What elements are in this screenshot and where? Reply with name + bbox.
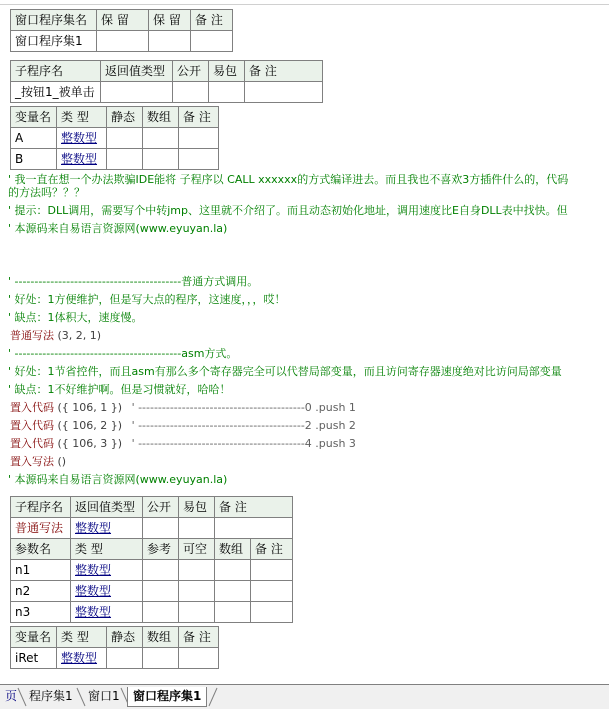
call-command: 置入写法 — [10, 455, 54, 468]
local-variable-table-2 — [10, 626, 219, 669]
remark-cell[interactable] — [251, 581, 293, 602]
header-return-type: 返回值类型 — [101, 61, 173, 82]
insert-comment: ' ------------------------------------------4 .push 3 — [131, 437, 356, 450]
var-name-cell[interactable]: A — [11, 128, 57, 149]
header-reserved-1: 保 留 — [97, 10, 149, 31]
editor-top-border — [0, 4, 609, 5]
easy-pack-cell[interactable] — [179, 518, 215, 539]
sub-name-cell[interactable]: 普通写法 — [11, 518, 71, 539]
header-remark: 备 注 — [191, 10, 233, 31]
code-comment-line[interactable]: ' 我一直在想一个办法欺骗IDE能将 子程序以 CALL xxxxxx的方式编译进去。而且我也不喜欢3方插件什么的，代码 — [8, 173, 569, 186]
tab-window-1[interactable]: 窗口1 — [88, 689, 120, 703]
code-insert-line[interactable] — [10, 436, 356, 452]
call-command: 普通写法 — [10, 329, 54, 342]
header-nullable: 可空 — [179, 539, 215, 560]
var-type-link[interactable]: 整数型 — [57, 149, 107, 170]
var-type-link[interactable]: 整数型 — [57, 648, 107, 669]
header-var-name: 变量名 — [11, 627, 57, 648]
array-cell[interactable] — [143, 149, 179, 170]
subroutine-table-1 — [10, 60, 323, 103]
header-public: 公开 — [173, 61, 209, 82]
tab-separator-icon — [208, 687, 218, 707]
table-row — [11, 602, 293, 623]
tab-window-assembly-1[interactable]: 窗口程序集1 — [127, 687, 207, 707]
param-type-link[interactable]: 整数型 — [71, 602, 143, 623]
parameter-table — [10, 538, 293, 623]
return-type-link[interactable]: 整数型 — [71, 518, 143, 539]
tab-page[interactable]: 页 — [5, 689, 18, 703]
insert-comment: ' ------------------------------------------0 .push 1 — [131, 401, 356, 414]
code-comment-line[interactable]: ' 本源码来自易语言资源网(www.eyuyan.la) — [8, 222, 228, 235]
header-sub-name: 子程序名 — [11, 61, 101, 82]
header-type: 类 型 — [57, 627, 107, 648]
param-name-cell[interactable]: n3 — [11, 602, 71, 623]
array-cell[interactable] — [143, 128, 179, 149]
code-comment-line[interactable]: ' 好处：1节省控件，而且asm有那么多个寄存器完全可以代替局部变量，而且访问寄存器速度绝对比访问局部变量 — [8, 365, 562, 378]
insert-command: 置入代码 — [10, 437, 54, 450]
public-cell[interactable] — [173, 82, 209, 103]
nullable-cell[interactable] — [179, 581, 215, 602]
table-row — [11, 128, 219, 149]
tab-assembly-1[interactable]: 程序集1 — [29, 689, 73, 703]
assembly-name-cell[interactable]: 窗口程序集1 — [11, 31, 97, 52]
remark-cell[interactable] — [245, 82, 323, 103]
header-reserved-2: 保 留 — [149, 10, 191, 31]
remark-cell[interactable] — [251, 560, 293, 581]
code-comment-line[interactable]: ' ------------------------------------------asm方式。 — [8, 347, 238, 360]
remark-cell[interactable] — [179, 128, 219, 149]
table-row — [11, 581, 293, 602]
var-name-cell[interactable]: iRet — [11, 648, 57, 669]
code-insert-line[interactable] — [10, 418, 356, 434]
easy-pack-cell[interactable] — [209, 82, 245, 103]
header-type: 类 型 — [71, 539, 143, 560]
header-remark: 备 注 — [215, 497, 293, 518]
nullable-cell[interactable] — [179, 602, 215, 623]
call-args: (3, 2, 1) — [57, 329, 102, 342]
code-call-line[interactable] — [10, 454, 66, 470]
array-cell[interactable] — [215, 581, 251, 602]
local-variable-table-1 — [10, 106, 219, 170]
reserved-cell-2[interactable] — [149, 31, 191, 52]
header-static: 静态 — [107, 627, 143, 648]
return-type-cell[interactable] — [101, 82, 173, 103]
insert-args: ({ 106, 1 }) — [57, 401, 123, 414]
static-cell[interactable] — [107, 648, 143, 669]
header-type: 类 型 — [57, 107, 107, 128]
static-cell[interactable] — [107, 149, 143, 170]
code-comment-line[interactable]: ' 好处：1方便维护，但是写大点的程序，这速度，，，哎！ — [8, 293, 286, 306]
reference-cell[interactable] — [143, 602, 179, 623]
code-comment-line[interactable]: ' 缺点：1不好维护啊。但是习惯就好，哈哈！ — [8, 383, 231, 396]
remark-cell[interactable] — [179, 648, 219, 669]
header-return-type: 返回值类型 — [71, 497, 143, 518]
header-reference: 参考 — [143, 539, 179, 560]
code-comment-line[interactable]: 的方法吗？？？ — [8, 186, 85, 199]
sub-name-cell[interactable]: _按钮1_被单击 — [11, 82, 101, 103]
header-easy-pack: 易包 — [209, 61, 245, 82]
param-name-cell[interactable]: n1 — [11, 560, 71, 581]
insert-args: ({ 106, 2 }) — [57, 419, 123, 432]
header-easy-pack: 易包 — [179, 497, 215, 518]
code-comment-line[interactable]: ' 缺点：1体积大，速度慢。 — [8, 311, 143, 324]
reserved-cell-1[interactable] — [97, 31, 149, 52]
window-assembly-table — [10, 9, 233, 52]
header-array: 数组 — [143, 627, 179, 648]
static-cell[interactable] — [107, 128, 143, 149]
header-remark: 备 注 — [245, 61, 323, 82]
table-row — [11, 149, 219, 170]
document-tab-bar — [0, 684, 609, 709]
param-type-link[interactable]: 整数型 — [71, 581, 143, 602]
header-var-name: 变量名 — [11, 107, 57, 128]
header-param-name: 参数名 — [11, 539, 71, 560]
array-cell[interactable] — [215, 602, 251, 623]
header-remark: 备 注 — [251, 539, 293, 560]
code-comment-line[interactable]: ' 本源码来自易语言资源网(www.eyuyan.la) — [8, 473, 228, 486]
remark-cell[interactable] — [179, 149, 219, 170]
header-remark: 备 注 — [179, 107, 219, 128]
insert-args: ({ 106, 3 }) — [57, 437, 123, 450]
param-type-link[interactable]: 整数型 — [71, 560, 143, 581]
header-sub-name: 子程序名 — [11, 497, 71, 518]
call-args: () — [57, 455, 67, 468]
public-cell[interactable] — [143, 518, 179, 539]
subroutine-table-2 — [10, 496, 293, 539]
remark-cell[interactable] — [215, 518, 293, 539]
code-comment-line[interactable]: ' ------------------------------------------普通方式调用。 — [8, 275, 259, 288]
insert-command: 置入代码 — [10, 419, 54, 432]
nullable-cell[interactable] — [179, 560, 215, 581]
remark-cell[interactable] — [191, 31, 233, 52]
header-static: 静态 — [107, 107, 143, 128]
header-array: 数组 — [215, 539, 251, 560]
var-type-link[interactable]: 整数型 — [57, 128, 107, 149]
header-remark: 备 注 — [179, 627, 219, 648]
table-row — [11, 560, 293, 581]
reference-cell[interactable] — [143, 560, 179, 581]
header-public: 公开 — [143, 497, 179, 518]
code-insert-line[interactable] — [10, 400, 356, 416]
table-row — [11, 648, 219, 669]
code-call-line[interactable] — [10, 328, 101, 344]
array-cell[interactable] — [143, 648, 179, 669]
header-assembly-name: 窗口程序集名 — [11, 10, 97, 31]
array-cell[interactable] — [215, 560, 251, 581]
insert-command: 置入代码 — [10, 401, 54, 414]
param-name-cell[interactable]: n2 — [11, 581, 71, 602]
code-comment-line[interactable]: ' 提示：DLL调用，需要写个中转jmp、这里就不介绍了。而且动态初始化地址，调用速度比E自身DLL表中找快。但 — [8, 204, 568, 217]
header-array: 数组 — [143, 107, 179, 128]
remark-cell[interactable] — [251, 602, 293, 623]
insert-comment: ' ------------------------------------------2 .push 2 — [131, 419, 356, 432]
reference-cell[interactable] — [143, 581, 179, 602]
var-name-cell[interactable]: B — [11, 149, 57, 170]
